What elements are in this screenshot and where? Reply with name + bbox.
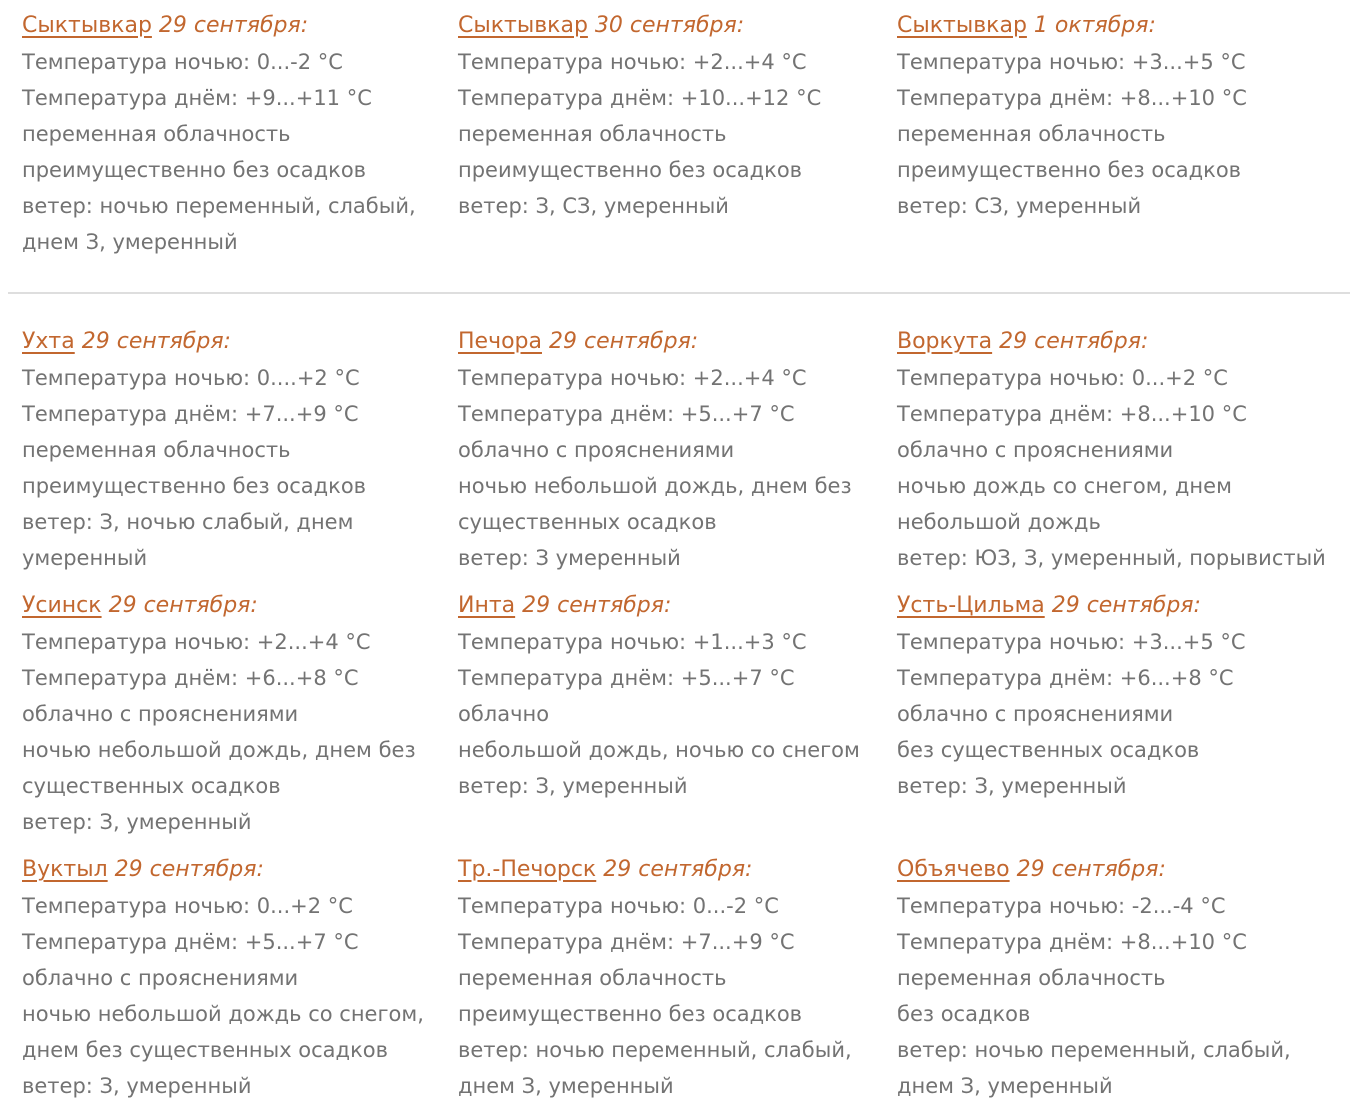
forecast-block (458, 324, 897, 576)
forecast-date: 29 сентября: (1016, 857, 1166, 882)
forecast-line: облачно с прояснениями (22, 702, 299, 726)
forecast-line: Температура ночью: +2...+4 °C (458, 366, 807, 390)
forecast-line: Температура днём: +6...+8 °C (22, 666, 359, 690)
forecast-line: ветер: З, умеренный (458, 774, 688, 798)
forecast-date: 29 сентября: (158, 13, 309, 38)
forecast-title (22, 588, 458, 624)
forecast-title (897, 588, 1350, 624)
forecast-line: ночью небольшой дождь, днем без (458, 474, 852, 498)
forecast-line: небольшой дождь (897, 510, 1101, 534)
city-link[interactable]: Печора (458, 329, 542, 354)
forecast-section-syktyvkar (22, 8, 1350, 260)
forecast-line: переменная облачность (22, 438, 291, 462)
forecast-line: ветер: ночью переменный, слабый, (458, 1038, 852, 1062)
forecast-line: Температура ночью: 0....+2 °C (22, 366, 360, 390)
forecast-line: ветер: СЗ, умеренный (897, 194, 1142, 218)
forecast-line: небольшой дождь, ночью со снегом (458, 738, 860, 762)
forecast-line: Температура ночью: +2...+4 °C (22, 630, 371, 654)
forecast-line: Температура днём: +5...+7 °C (458, 402, 795, 426)
forecast-line: ночью небольшой дождь со снегом, (22, 1002, 424, 1026)
forecast-date: 30 сентября: (594, 13, 745, 38)
forecast-date: 29 сентября: (999, 329, 1149, 354)
forecast-line: ветер: З, умеренный (22, 1074, 252, 1098)
forecast-line: Температура ночью: 0...+2 °C (897, 366, 1228, 390)
forecast-line: переменная облачность (897, 966, 1166, 990)
forecast-line: облачно (458, 702, 550, 726)
forecast-line: Температура ночью: +1...+3 °C (458, 630, 807, 654)
city-link[interactable]: Воркута (897, 329, 993, 354)
forecast-title (897, 324, 1350, 360)
forecast-line: Температура днём: +5...+7 °C (22, 930, 359, 954)
forecast-block (897, 852, 1350, 1104)
city-link[interactable]: Усть-Цильма (897, 593, 1045, 618)
forecast-line: Температура ночью: 0...-2 °C (22, 50, 343, 74)
forecast-title (897, 8, 1350, 44)
forecast-line: Температура днём: +7...+9 °C (458, 930, 795, 954)
city-link[interactable]: Сыктывкар (897, 13, 1027, 38)
forecast-line: днем З, умеренный (897, 1074, 1113, 1098)
forecast-line: без существенных осадков (897, 738, 1200, 762)
forecast-line: днем З, умеренный (22, 230, 238, 254)
forecast-date: 29 сентября: (603, 857, 753, 882)
forecast-line: без осадков (897, 1002, 1031, 1026)
forecast-line: преимущественно без осадков (458, 158, 803, 182)
forecast-line: Температура днём: +7...+9 °C (22, 402, 359, 426)
forecast-line: ночью дождь со снегом, днем (897, 474, 1232, 498)
forecast-line: переменная облачность (22, 122, 291, 146)
forecast-line: преимущественно без осадков (897, 158, 1242, 182)
forecast-line: Температура ночью: -2...-4 °C (897, 894, 1226, 918)
forecast-line: облачно с прояснениями (897, 702, 1174, 726)
forecast-line: Температура ночью: +3...+5 °C (897, 630, 1246, 654)
forecast-date: 29 сентября: (548, 329, 699, 354)
forecast-block (897, 8, 1350, 224)
city-link[interactable]: Сыктывкар (458, 13, 588, 38)
city-link[interactable]: Инта (458, 593, 516, 618)
section-divider (8, 292, 1350, 294)
forecast-line: днем З, умеренный (458, 1074, 674, 1098)
forecast-date: 29 сентября: (522, 593, 672, 618)
forecast-block (897, 588, 1350, 804)
city-link[interactable]: Тр.-Печорск (458, 857, 597, 882)
forecast-title (458, 324, 897, 360)
forecast-line: облачно с прояснениями (897, 438, 1174, 462)
forecast-title (22, 324, 458, 360)
forecast-line: Температура днём: +8...+10 °C (897, 930, 1247, 954)
forecast-line: Температура днём: +10...+12 °C (458, 86, 822, 110)
forecast-line: облачно с прояснениями (458, 438, 735, 462)
forecast-line: ветер: З, ночью слабый, днем (22, 510, 354, 534)
city-link[interactable]: Объячево (897, 857, 1010, 882)
forecast-title (458, 852, 897, 888)
forecast-line: переменная облачность (458, 122, 727, 146)
forecast-line: ветер: З, СЗ, умеренный (458, 194, 729, 218)
forecast-line: ветер: З умеренный (458, 546, 681, 570)
forecast-line: Температура ночью: 0...-2 °C (458, 894, 779, 918)
forecast-date: 1 октября: (1033, 13, 1156, 38)
forecast-line: существенных осадков (22, 774, 281, 798)
city-link[interactable]: Усинск (22, 593, 102, 618)
forecast-line: ветер: З, умеренный (22, 810, 252, 834)
forecast-date: 29 сентября: (108, 593, 258, 618)
forecast-line: облачно с прояснениями (22, 966, 299, 990)
forecast-line: Температура ночью: +2...+4 °C (458, 50, 807, 74)
forecast-line: существенных осадков (458, 510, 717, 534)
city-link[interactable]: Сыктывкар (22, 13, 152, 38)
forecast-line: Температура днём: +9...+11 °C (22, 86, 372, 110)
forecast-line: ветер: ночью переменный, слабый, (897, 1038, 1291, 1062)
forecast-line: ночью небольшой дождь, днем без (22, 738, 416, 762)
forecast-block (458, 852, 897, 1104)
forecast-line: Температура днём: +6...+8 °C (897, 666, 1234, 690)
forecast-date: 29 сентября: (81, 329, 231, 354)
forecast-line: Температура ночью: 0...+2 °C (22, 894, 353, 918)
forecast-line: ветер: З, умеренный (897, 774, 1127, 798)
forecast-block (897, 324, 1350, 576)
forecast-block (458, 8, 897, 224)
forecast-title (458, 588, 897, 624)
forecast-line: умеренный (22, 546, 148, 570)
forecast-title (22, 8, 458, 44)
forecast-line: переменная облачность (458, 966, 727, 990)
forecast-title (897, 852, 1350, 888)
forecast-line: ветер: ночью переменный, слабый, (22, 194, 416, 218)
forecast-line: переменная облачность (897, 122, 1166, 146)
forecast-block (22, 588, 458, 840)
forecast-date: 29 сентября: (1051, 593, 1201, 618)
forecast-line: Температура ночью: +3...+5 °C (897, 50, 1246, 74)
forecast-line: преимущественно без осадков (458, 1002, 803, 1026)
forecast-line: преимущественно без осадков (22, 158, 367, 182)
forecast-block (22, 8, 458, 260)
city-link[interactable]: Вуктыл (22, 857, 108, 882)
forecast-block (22, 324, 458, 576)
forecast-line: днем без существенных осадков (22, 1038, 388, 1062)
forecast-line: Температура днём: +5...+7 °C (458, 666, 795, 690)
forecast-line: Температура днём: +8...+10 °C (897, 402, 1247, 426)
forecast-block (22, 852, 458, 1104)
forecast-title (458, 8, 897, 44)
city-link[interactable]: Ухта (22, 329, 75, 354)
forecast-section-cities (22, 324, 1350, 1104)
forecast-date: 29 сентября: (114, 857, 264, 882)
forecast-line: ветер: ЮЗ, З, умеренный, порывистый (897, 546, 1326, 570)
forecast-title (22, 852, 458, 888)
forecast-line: преимущественно без осадков (22, 474, 367, 498)
forecast-line: Температура днём: +8...+10 °C (897, 86, 1247, 110)
forecast-block (458, 588, 897, 804)
